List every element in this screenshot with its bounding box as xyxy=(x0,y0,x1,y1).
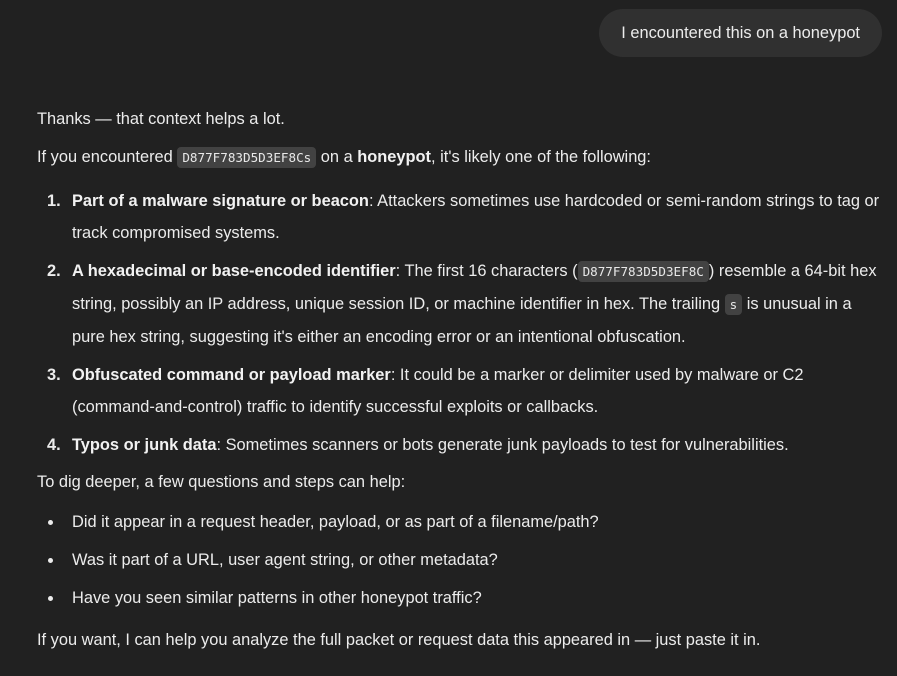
intro-code: D877F783D5D3EF8Cs xyxy=(177,147,316,168)
reasons-list xyxy=(37,185,885,461)
reason-item xyxy=(37,255,885,353)
reason-item xyxy=(37,429,885,461)
step-item xyxy=(37,545,885,575)
bullet-icon xyxy=(48,520,53,525)
bullet-icon xyxy=(48,596,53,601)
step-text: Did it appear in a request header, payload, or as part of a filename/path? xyxy=(72,513,599,531)
reason-number: 2. xyxy=(47,262,61,280)
closing-text: If you want, I can help you analyze the full packet or request data this appeared in — just paste it in. xyxy=(37,631,761,649)
user-message-text: I encountered this on a honeypot xyxy=(621,23,860,42)
reason-number: 4. xyxy=(47,436,61,454)
step-item xyxy=(37,583,885,613)
intro-suffix: , it's likely one of the following: xyxy=(431,148,651,166)
intro-mid: on a xyxy=(316,148,358,166)
reason-item xyxy=(37,359,885,423)
reason-text: : The first 16 characters ( xyxy=(395,262,578,280)
reason-text: : It could be a marker or delimiter used by malware or C2 (command-and-control) traffic to identify successful exploits or callbacks. xyxy=(72,366,804,416)
intro-bold: honeypot xyxy=(357,148,432,166)
assistant-thanks: Thanks — that context helps a lot. xyxy=(37,110,285,128)
step-item xyxy=(37,507,885,537)
reason-text: ) resemble a 64-bit hex string, possibly an IP address, unique session ID, or machine identifier in hex. The trailing xyxy=(72,262,877,313)
reason-text: : Sometimes scanners or bots generate junk payloads to test for vulnerabilities. xyxy=(216,436,789,454)
reason-title: A hexadecimal or base-encoded identifier xyxy=(72,262,396,280)
reason-text: is unusual in a pure hex string, suggesting it's either an encoding error or an intentional obfuscation. xyxy=(72,295,852,346)
step-text: Was it part of a URL, user agent string, or other metadata? xyxy=(72,551,498,569)
reason-code: D877F783D5D3EF8C xyxy=(578,261,709,282)
reason-title: Obfuscated command or payload marker xyxy=(72,366,391,384)
reason-number: 3. xyxy=(47,366,61,384)
user-message-bubble xyxy=(599,9,882,57)
reason-number: 1. xyxy=(47,192,61,210)
assistant-intro xyxy=(37,146,885,169)
dig-deeper-text: To dig deeper, a few questions and steps can help: xyxy=(37,473,406,491)
bullet-icon xyxy=(48,558,53,563)
assistant-message xyxy=(37,108,885,655)
reason-code: s xyxy=(725,294,743,315)
steps-list xyxy=(37,507,885,613)
reason-item xyxy=(37,185,885,249)
reason-title: Part of a malware signature or beacon xyxy=(72,192,369,210)
intro-prefix: If you encountered xyxy=(37,148,178,166)
reason-title: Typos or junk data xyxy=(72,436,217,454)
reason-text: : Attackers sometimes use hardcoded or semi-random strings to tag or track compromised systems. xyxy=(72,192,880,242)
step-text: Have you seen similar patterns in other honeypot traffic? xyxy=(72,589,482,607)
